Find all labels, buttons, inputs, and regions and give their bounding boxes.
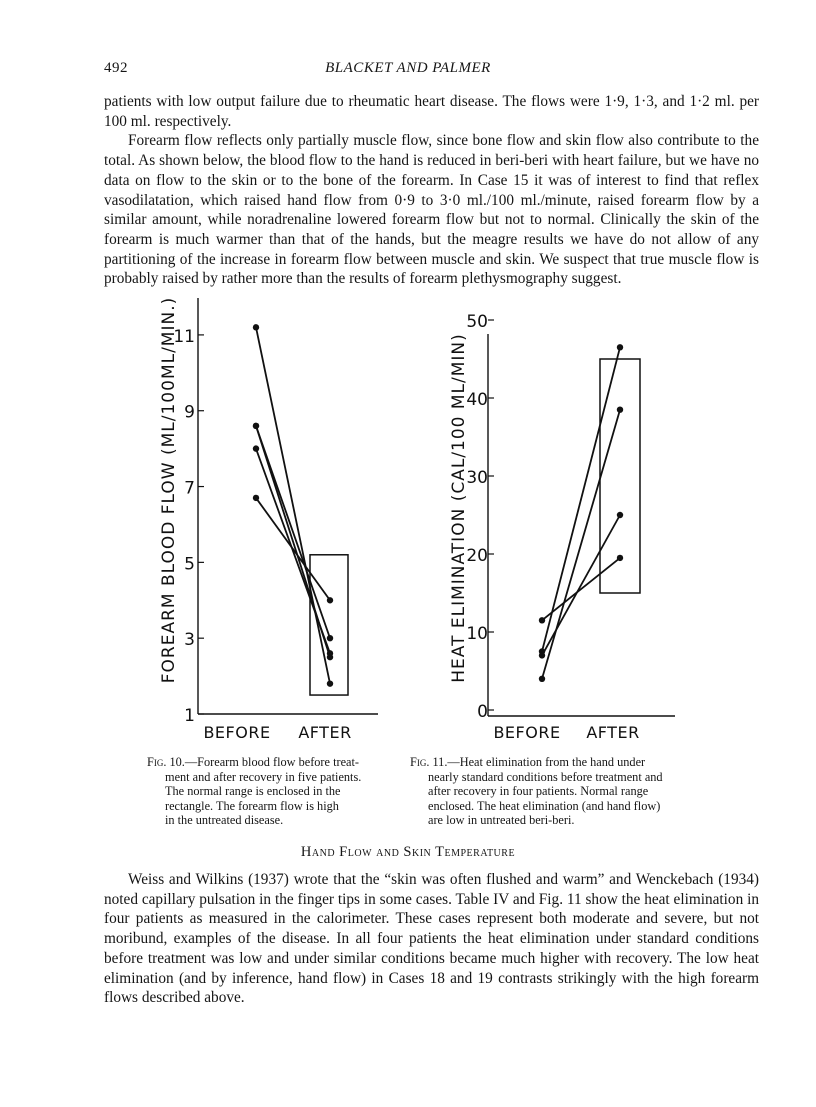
fig10-chart [150, 295, 380, 745]
running-title: BLACKET AND PALMER [325, 60, 491, 76]
intro-text [104, 92, 759, 289]
series-line [256, 426, 330, 638]
fig11-caption-line: are low in untreated beri-beri. [428, 813, 575, 827]
y-tick-label: 5 [184, 554, 195, 575]
intro-continuation: patients with low output failure due to rheumatic heart disease. The flows were 1·9, 1·3, and 1·2 ml. per 100 ml. respectively. [104, 93, 759, 130]
series-line [256, 327, 330, 683]
y-tick-label: 10 [466, 624, 488, 644]
after-point [327, 635, 333, 641]
after-point [327, 597, 333, 603]
y-tick-label: 9 [184, 402, 195, 423]
y-tick-label: 40 [466, 390, 488, 410]
fig11-caption-line: enclosed. The heat elimination (and hand flow) [428, 798, 661, 813]
before-point [253, 423, 259, 429]
fig11-caption-line: nearly standard conditions before treatment and [428, 769, 663, 784]
before-point [253, 495, 259, 501]
before-point [539, 617, 545, 623]
y-tick-label: 50 [466, 312, 488, 332]
fig10-caption-label: Fig. 10. [147, 755, 185, 769]
before-point [539, 652, 545, 658]
y-tick-label: 3 [184, 630, 195, 651]
fig10-caption [147, 755, 397, 828]
fig10-caption-line1: —Forearm blood flow before treat- [184, 755, 360, 769]
y-tick-label: 1 [184, 706, 195, 726]
fig10-plot [159, 297, 378, 742]
fig10-caption-line: The normal range is enclosed in the [165, 784, 341, 798]
fig11-caption-line: after recovery in four patients. Normal range [428, 784, 649, 798]
before-point [253, 445, 259, 451]
x-category-label: AFTER [586, 723, 640, 742]
y-tick-label: 7 [184, 478, 195, 499]
after-point [327, 650, 333, 656]
after-point [617, 555, 623, 561]
before-point [253, 324, 259, 330]
series-line [256, 498, 330, 600]
fig11-plot [449, 312, 675, 742]
fig10-caption-line: in the untreated disease. [165, 813, 284, 827]
x-category-label: AFTER [298, 723, 352, 742]
y-axis-label: HEAT ELIMINATION (CAL/100 ML/MIN) [449, 333, 469, 683]
after-point [617, 512, 623, 518]
y-axis-label: FOREARM BLOOD FLOW (ML/100ML/MIN.) [159, 296, 179, 684]
y-tick-label: 20 [466, 546, 488, 566]
page-number: 492 [104, 60, 128, 76]
fig11-caption [410, 755, 720, 828]
series-line [256, 449, 330, 654]
fig11-caption-line1: —Heat elimination from the hand under [447, 755, 646, 769]
x-category-label: BEFORE [493, 723, 561, 742]
series-line [542, 515, 620, 655]
y-tick-label: 0 [477, 702, 488, 722]
fig10-caption-line: ment and after recovery in five patients. [165, 769, 362, 784]
series-line [542, 410, 620, 679]
before-point [539, 676, 545, 682]
series-line [542, 558, 620, 620]
fig11-caption-label: Fig. 11. [410, 755, 448, 769]
x-category-label: BEFORE [203, 723, 271, 742]
after-point [617, 344, 623, 350]
fig10-caption-line: rectangle. The forearm flow is high [165, 798, 339, 813]
y-tick-label: 30 [466, 468, 488, 488]
after-point [327, 680, 333, 686]
series-line [542, 347, 620, 651]
y-tick-label: 11 [173, 326, 195, 347]
after-point [617, 407, 623, 413]
section-heading: Hand Flow and Skin Temperature [300, 844, 516, 860]
fig11-chart [440, 300, 700, 745]
section-paragraph: Weiss and Wilkins (1937) wrote that the “skin was often flushed and warm” and Wenckebach (1934) noted capillary pulsation in the finger tips in some cases. Table IV and Fig. 11 show the heat elimination in four patients as measured in the calorimeter. These cases represent both moderate and severe, but not moribund, examples of the disease. In all four patients the heat elimination under standard conditions before treatment was low and under similar conditions became much higher with recovery. The low heat elimination (and by inference, hand flow) in Cases 18 and 19 contrasts strikingly with the high forearm flows described above. [104, 871, 759, 1007]
intro-paragraph: Forearm flow reflects only partially muscle flow, since bone flow and skin flow also contribute to the total. As shown below, the blood flow to the hand is reduced in beri-beri with heart failure, but we have no data on flow to the skin or to the bone of the forearm. In Case 15 it was of interest to find that reflex vasodilatation, which raised hand flow from 0·9 to 3·0 ml./100 ml./minute, raised forearm flow by a similar amount, while noradrenaline lowered forearm flow but not to normal. Clinically the skin of the forearm is much warmer than that of the hands, but the meagre results we have do not allow of any partitioning of the increase in forearm flow between muscle and skin. We suspect that true muscle flow is probably raised by rather more than the results of forearm plethysmography suggest. [104, 132, 759, 288]
section-text [104, 870, 759, 1008]
normal-range-rectangle [310, 555, 348, 695]
